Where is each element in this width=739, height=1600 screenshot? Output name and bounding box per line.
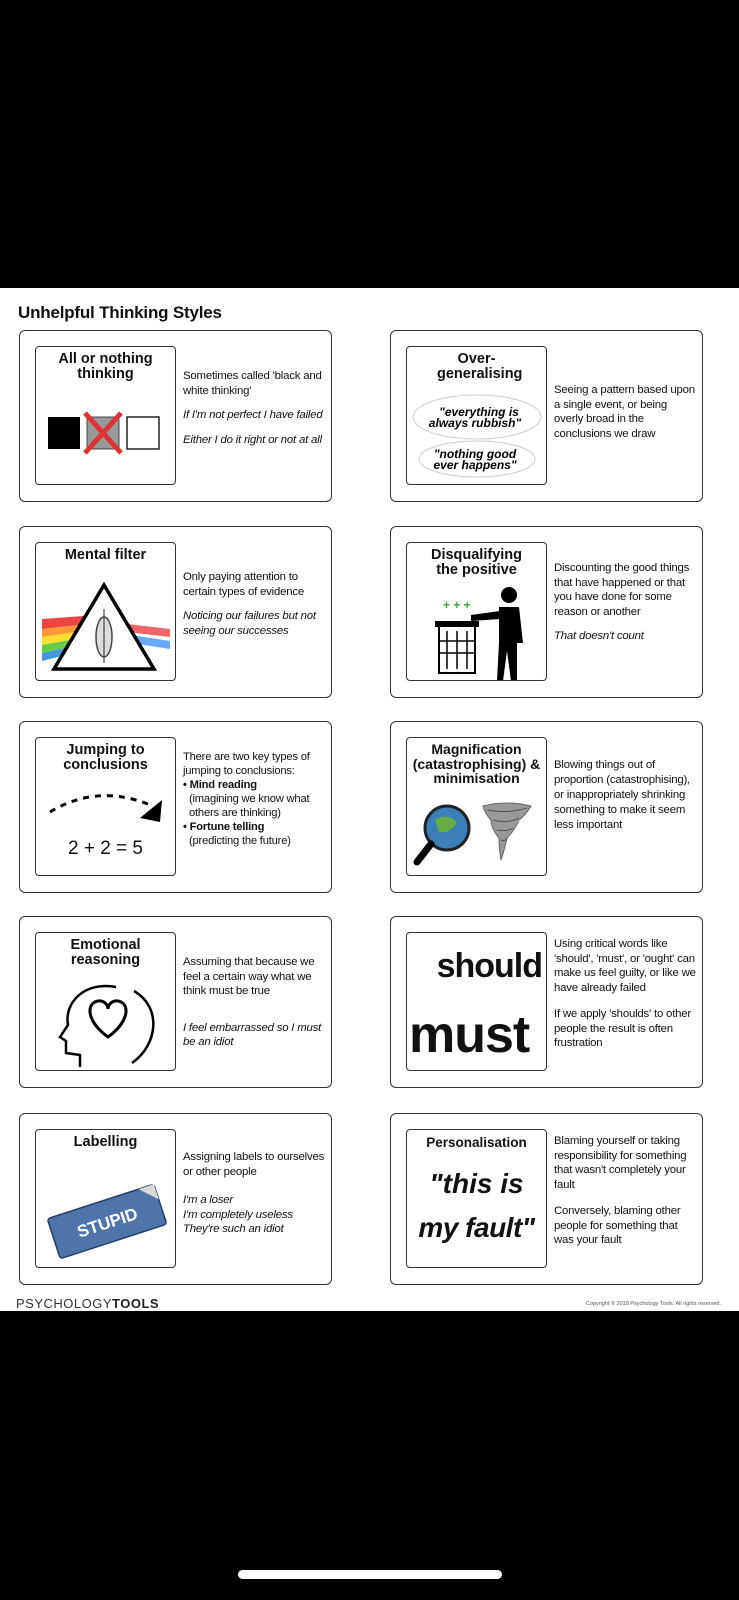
card-title: Over-generalising bbox=[437, 351, 523, 382]
black-white-squares-icon bbox=[36, 407, 176, 467]
card-should-must bbox=[390, 916, 703, 1088]
quote-line-2: my fault" bbox=[418, 1212, 535, 1243]
card-description: There are two key types of jumping to conclusions: • Mind reading (imagining we know what others are thinking) • Fortune telling (predicting the future) bbox=[183, 751, 310, 847]
psychology-tools-logo: PSYCHOLOGYTOOLS bbox=[16, 1296, 160, 1311]
icon-box bbox=[35, 737, 176, 876]
icon-box bbox=[406, 1129, 547, 1268]
svg-text:STUPID: STUPID bbox=[74, 1204, 141, 1242]
equation: 2 + 2 = 5 bbox=[67, 838, 143, 859]
icon-box bbox=[35, 542, 176, 681]
icon-box bbox=[406, 542, 547, 681]
card-title: Magnification (catastrophising) & minimisation bbox=[412, 741, 541, 786]
card-title: Personalisation bbox=[426, 1135, 527, 1150]
card-description: Assigning labels to ourselves or other people I'm a loser I'm completely useless They're such an idiot bbox=[183, 1151, 325, 1235]
quote-line-1: "this is bbox=[429, 1168, 524, 1199]
copyright: Copyright © 2018 Psychology Tools. All rights reserved. bbox=[585, 1301, 721, 1307]
page-title: Unhelpful Thinking Styles bbox=[18, 303, 222, 322]
card-description: Discounting the good things that have happened or that you have done for some reason or another That doesn't count bbox=[554, 562, 690, 642]
card-title: Emotional reasoning bbox=[70, 937, 141, 968]
card-description: Seeing a pattern based upon a single event, or being overly broad in the conclusions we draw bbox=[554, 384, 695, 440]
card-personalisation bbox=[390, 1113, 703, 1285]
magnifier-tornado-icon bbox=[407, 790, 547, 875]
prism-filter-icon bbox=[36, 571, 176, 681]
must-word: must bbox=[409, 1006, 530, 1064]
person-trash-icon bbox=[407, 581, 547, 681]
should-word: should bbox=[436, 947, 542, 985]
icon-box bbox=[406, 737, 547, 876]
svg-text:"nothing good: "nothing good bbox=[433, 447, 517, 461]
card-emotional bbox=[19, 916, 332, 1088]
icon-box bbox=[35, 346, 176, 485]
card-title: All or nothing thinking bbox=[58, 351, 153, 382]
card-description: Blaming yourself or taking responsibility for something that wasn't completely your fault Conversely, blaming other people for something that was your fault bbox=[554, 1135, 687, 1246]
card-description: Using critical words like 'should', 'must', or 'ought' can make us feel guilty, or like we have already failed If we apply 'shoulds' to other people the result is often frustration bbox=[554, 938, 696, 1049]
card-magnification bbox=[390, 721, 703, 893]
icon-box bbox=[35, 932, 176, 1071]
card-jumping bbox=[19, 721, 332, 893]
card-description: Blowing things out of proportion (catastrophising), or inappropriately shrinking something to make it seem less important bbox=[554, 759, 691, 831]
card-all-or-nothing bbox=[19, 330, 332, 502]
icon-box bbox=[35, 1129, 176, 1268]
card-title: Mental filter bbox=[64, 547, 147, 563]
home-indicator[interactable] bbox=[238, 1570, 502, 1579]
card-title: Labelling bbox=[73, 1134, 138, 1150]
worksheet bbox=[0, 288, 739, 1311]
thought-cloud-icon bbox=[407, 387, 547, 485]
jump-arrow-icon bbox=[36, 778, 176, 828]
card-overgeneralising bbox=[390, 330, 703, 502]
icon-box bbox=[406, 346, 547, 485]
card-disqualifying bbox=[390, 526, 703, 698]
card-description: Only paying attention to certain types of evidence Noticing our failures but not seeing our successes bbox=[183, 571, 316, 637]
card-title: Disqualifying the positive bbox=[430, 547, 523, 578]
card-labelling bbox=[19, 1113, 332, 1285]
head-heart-icon bbox=[36, 971, 176, 1071]
icon-box bbox=[406, 932, 547, 1071]
svg-text:always rubbish": always rubbish" bbox=[428, 416, 522, 430]
svg-text:+ + +: + + + bbox=[443, 598, 471, 612]
card-description: Assuming that because we feel a certain way what we think must be true I feel embarrassed so I must be an idiot bbox=[183, 956, 322, 1048]
card-title: Jumping to conclusions bbox=[63, 742, 148, 773]
card-mental-filter bbox=[19, 526, 332, 698]
card-description: Sometimes called 'black and white thinking' If I'm not perfect I have failed Either I do it right or not at all bbox=[183, 370, 323, 446]
svg-text:"everything is: "everything is bbox=[439, 405, 519, 419]
stupid-label-icon bbox=[36, 1166, 176, 1266]
svg-text:ever happens": ever happens" bbox=[433, 458, 517, 472]
